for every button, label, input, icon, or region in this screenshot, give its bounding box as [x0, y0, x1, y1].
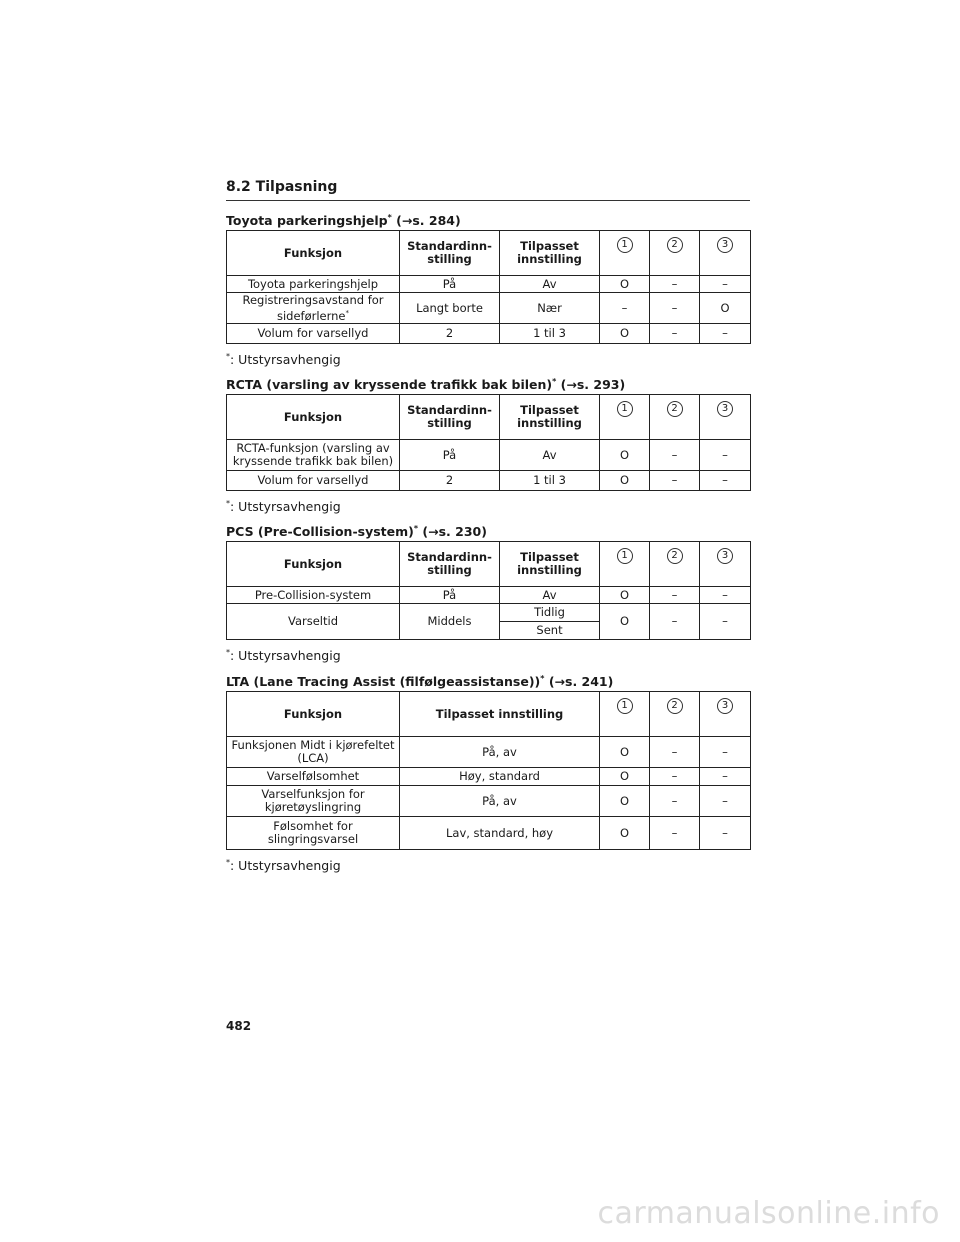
circle-1-icon: 1 [617, 237, 633, 253]
table-heading: PCS (Pre-Collision-system)* (→s. 230) [226, 524, 487, 540]
circle-1-icon: 1 [617, 698, 633, 714]
watermark: carmanualsonline.info [597, 1196, 940, 1231]
table-row: Følsomhet for slingringsvarsel Lav, standard, høy O – – [227, 817, 751, 850]
header-cell: Standardinn- stilling [400, 395, 500, 440]
table-block-lta [226, 670, 751, 874]
footnote: *: Utstyrsavhengig [226, 499, 341, 515]
header-cell: Funksjon [227, 542, 400, 587]
table-row: Varselfølsomhet Høy, standard O – – [227, 768, 751, 786]
circle-1-icon: 1 [617, 548, 633, 564]
settings-table [226, 230, 751, 344]
header-cell: Tilpasset innstilling [500, 395, 600, 440]
settings-table [226, 541, 751, 640]
table-row: Registreringsavstand for sideførlerne* Langt borte Nær – – O [227, 293, 751, 324]
table-heading: Toyota parkeringshjelp* (→s. 284) [226, 213, 461, 229]
header-cell: Tilpasset innstilling [500, 231, 600, 276]
settings-table [226, 394, 751, 491]
header-cell: Funksjon [227, 692, 400, 737]
circle-2-icon: 2 [667, 401, 683, 417]
header-cell: Tilpasset innstilling [500, 542, 600, 587]
table-block-rcta [226, 373, 751, 515]
footnote: *: Utstyrsavhengig [226, 648, 341, 664]
header-cell: Funksjon [227, 395, 400, 440]
circle-3-icon: 3 [717, 548, 733, 564]
header-cell: Tilpasset innstilling [400, 692, 600, 737]
header-cell: Standardinn- stilling [400, 231, 500, 276]
circle-2-icon: 2 [667, 237, 683, 253]
table-block-parking [226, 209, 751, 368]
circle-3-icon: 3 [717, 237, 733, 253]
table-row: Funksjonen Midt i kjørefeltet (LCA) På, av O – – [227, 737, 751, 768]
table-row: Pre-Collision-system På Av O – – [227, 587, 751, 604]
settings-table [226, 691, 751, 850]
circle-2-icon: 2 [667, 698, 683, 714]
circle-3-icon: 3 [717, 401, 733, 417]
table-row: Volum for varsellyd 2 1 til 3 O – – [227, 471, 751, 491]
table-heading: LTA (Lane Tracing Assist (filfølgeassistanse))* (→s. 241) [226, 674, 614, 690]
section-title: 8.2 Tilpasning [226, 179, 338, 195]
footnote: *: Utstyrsavhengig [226, 352, 341, 368]
circle-2-icon: 2 [667, 548, 683, 564]
footnote: *: Utstyrsavhengig [226, 858, 341, 874]
table-row: Toyota parkeringshjelp På Av O – – [227, 276, 751, 293]
circle-1-icon: 1 [617, 401, 633, 417]
header-cell: Standardinn- stilling [400, 542, 500, 587]
page-number: 482 [226, 1019, 252, 1033]
circle-3-icon: 3 [717, 698, 733, 714]
header-cell: Funksjon [227, 231, 400, 276]
table-row: RCTA-funksjon (varsling av kryssende trafikk bak bilen) På Av O – – [227, 440, 751, 471]
table-row: Volum for varsellyd 2 1 til 3 O – – [227, 324, 751, 344]
table-row: Varseltid Middels Tidlig O – – [227, 604, 751, 622]
table-heading: RCTA (varsling av kryssende trafikk bak bilen)* (→s. 293) [226, 377, 626, 393]
table-row: Sent [227, 622, 751, 640]
table-row: Varselfunksjon for kjøretøyslingring På, av O – – [227, 786, 751, 817]
table-block-pcs [226, 520, 751, 664]
section-header [226, 176, 750, 201]
